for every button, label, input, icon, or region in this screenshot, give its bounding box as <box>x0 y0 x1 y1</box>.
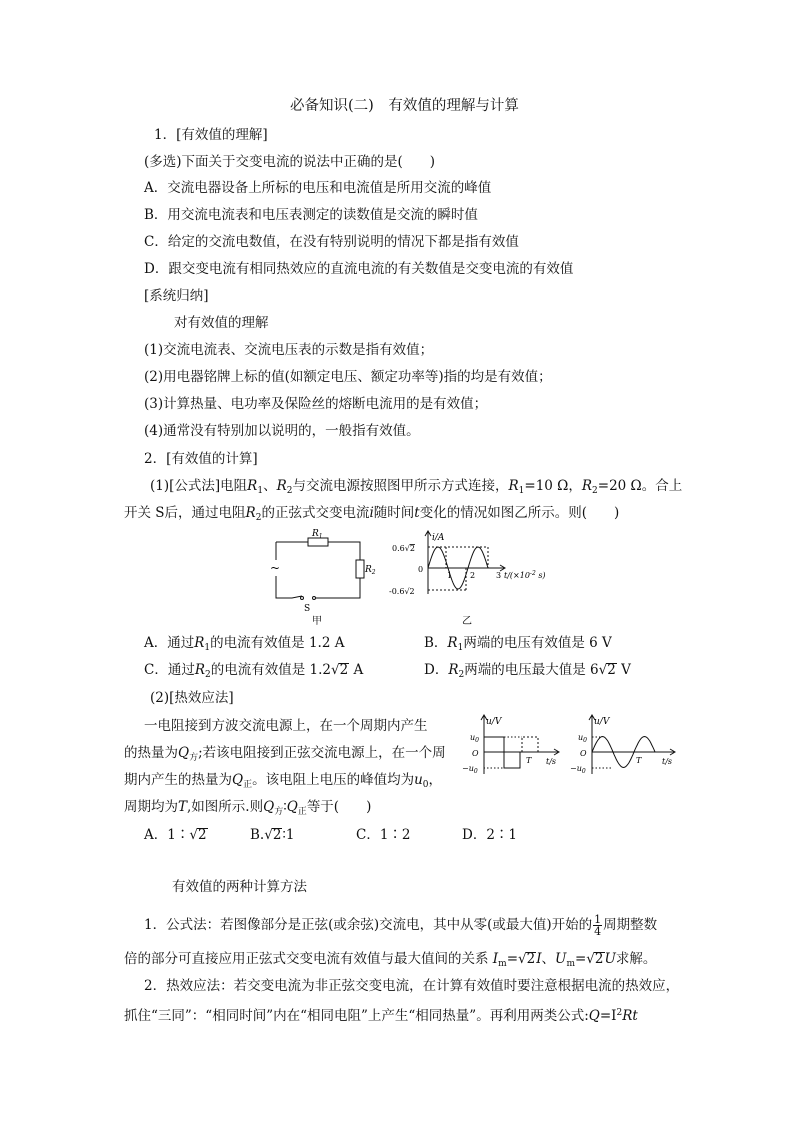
method-1-line-1: 1．公式法：若图像部分是正弦(或余弦)交流电，其中从零(或最大值)开始的 $\frac{1}{4}$ 周期整数 <box>144 913 658 938</box>
sq-T: T <box>526 756 532 765</box>
summary-item-3: (3)计算热量、电功率及保险丝的熔断电流用的是有效值； <box>144 396 488 412</box>
q1-stem: (多选)下面关于交变电流的说法中正确的是( ) <box>144 154 436 170</box>
summary-item-2: (2)用电器铭牌上标的值(如额定电压、额定功率等)指的均是有效值； <box>144 369 552 385</box>
sq-u0: $u_0$ <box>470 733 479 744</box>
x-tick-3: 3 <box>496 571 502 580</box>
switch-s <box>301 597 304 600</box>
sine-t-label: t/s <box>662 757 673 766</box>
summary-item-1: (1)交流电流表、交流电压表的示数是指有效值； <box>144 342 434 358</box>
x-axis-label: $t/(\times 10^{-2}$ s) <box>504 570 546 580</box>
heat-line-3: 期内产生的热量为$Q_正$。该电阻上电压的峰值均为$u_0$， <box>124 772 443 790</box>
y-tick-top: 0.6√2 <box>392 544 415 553</box>
sq-t-label: t/s <box>546 757 557 766</box>
q2-heading: 2．[有效值的计算] <box>144 451 258 467</box>
label-s: S <box>304 604 311 614</box>
sine-wave-graph <box>570 712 682 778</box>
sine-u0: $u_0$ <box>578 733 587 744</box>
label-r1: $R_1$ <box>312 529 323 540</box>
q2-option-c: C．通过$R_2$的电流有效值是 1.2√2 A <box>144 662 364 680</box>
methods-heading: 有效值的两种计算方法 <box>172 879 307 895</box>
q2-option-b: B．$R_1$两端的电压有效值是 6 V <box>424 635 612 653</box>
y-tick-bottom: -0.6√2 <box>389 587 415 596</box>
q2-option-a: A．通过$R_1$的电流有效值是 1.2 A <box>144 635 345 653</box>
circuit-diagram <box>264 528 374 628</box>
sine-origin: O <box>580 749 587 758</box>
summary-heading: 对有效值的理解 <box>174 315 269 331</box>
page-title: 必备知识(二) 有效值的理解与计算 <box>290 98 519 114</box>
sq-origin: O <box>472 749 479 758</box>
sine-neg-u0: $-u_0$ <box>570 764 586 775</box>
y-axis-label: i/A <box>432 533 445 543</box>
q1-heading: 1．[有效值的理解] <box>154 127 268 143</box>
q1-option-a: A．交流电器设备上所标的电压和电流值是所用交流的峰值 <box>144 180 492 196</box>
label-r2: $R_2$ <box>365 565 376 576</box>
sine-y-label: u/V <box>594 717 610 727</box>
heat-option-b: B.√2∶1 <box>250 827 295 843</box>
heat-line-1: 一电阻接到方波交流电源上，在一个周期内产生 <box>144 718 428 734</box>
fraction-one-quarter: $\frac{1}{4}$ <box>594 913 602 938</box>
x-tick-1: 1 <box>447 571 453 580</box>
resistor-r2 <box>356 560 364 578</box>
heat-line-4: 周期均为T,如图所示.则$Q_方∶Q_正$等于( ) <box>124 799 372 817</box>
heat-option-c: C．1∶2 <box>356 827 411 843</box>
summary-label: [系统归纳] <box>144 288 209 304</box>
q2-option-d: D．$R_2$两端的电压最大值是 6√2 V <box>424 662 631 680</box>
sq-y-label: u/V <box>486 717 502 727</box>
current-time-graph <box>389 528 592 628</box>
method-2-line-1: 2．热效应法：若交变电流为非正弦交变电流，在计算有效值时要注意根据电流的热效应， <box>144 978 680 994</box>
caption-jia: 甲 <box>312 616 322 627</box>
q2-paragraph-line2: 开关 S后，通过电阻$R_2$的正弦式交变电流i随时间t变化的情况如图乙所示。则( ) <box>124 505 620 523</box>
square-wave-graph <box>462 712 562 778</box>
heat-option-d: D．2∶1 <box>462 827 518 843</box>
method-2-line-2: 抓住“三同”：“相同时间”内在“相同电阻”上产生“相同热量”。再利用两类公式$:Q=I^2Rt$ <box>124 1008 638 1024</box>
x-tick-2: 2 <box>470 571 476 580</box>
q2-paragraph-line1: (1)[公式法]电阻$R_1$、$R_2$与交流电源按照图甲所示方式连接，$R_1=10$ Ω，$R_2=20$ Ω。合上 <box>150 478 683 496</box>
sine-T: T <box>636 756 642 765</box>
method-1-line-2: 倍的部分可直接应用正弦式交变电流有效值与最大值间的关系 $I_m=√2I$、$U_m=√2U$求解。 <box>124 951 657 969</box>
heat-heading: (2)[热效应法] <box>150 690 234 706</box>
summary-item-4: (4)通常没有特别加以说明的，一般指有效值。 <box>144 423 420 439</box>
origin-label: 0 <box>418 565 424 574</box>
sq-neg-u0: $-u_0$ <box>462 764 478 775</box>
ac-source-symbol: ~ <box>270 561 281 575</box>
q1-option-b: B．用交流电流表和电压表测定的读数值是交流的瞬时值 <box>144 207 478 223</box>
heat-line-2: 的热量为$Q_方$;若该电阻接到正弦交流电源上，在一个周 <box>124 745 446 763</box>
caption-yi: 乙 <box>462 616 472 627</box>
q1-option-c: C．给定的交流电数值，在没有特别说明的情况下都是指有效值 <box>144 234 519 250</box>
heat-option-a: A．1∶√2 <box>144 827 207 843</box>
q1-option-d: D．跟交变电流有相同热效应的直流电流的有关数值是交变电流的有效值 <box>144 261 574 277</box>
